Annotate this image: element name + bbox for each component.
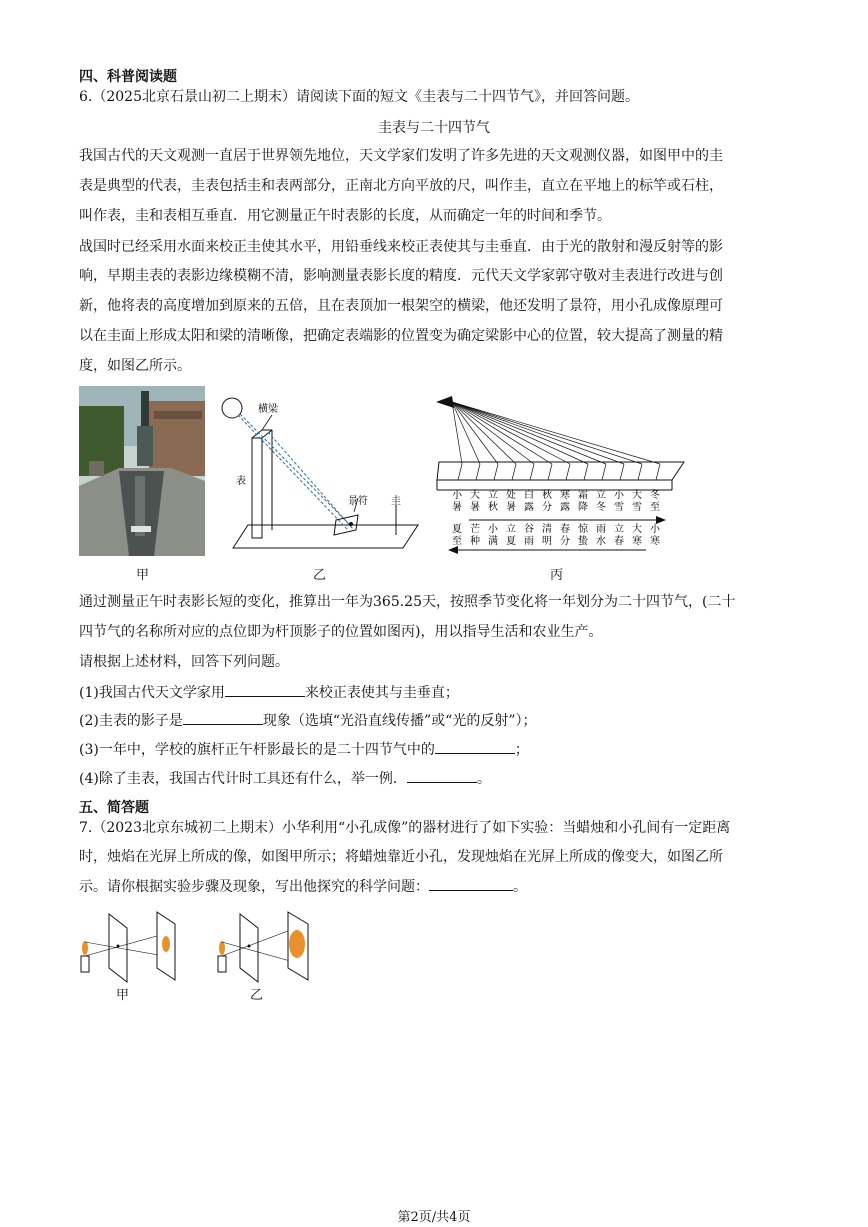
solar-term-char: 秋 — [542, 490, 552, 501]
jingfu-label: 景符 — [348, 496, 368, 507]
fig-bing-caption: 丙 — [550, 568, 564, 583]
solar-term-char: 立 — [596, 490, 606, 501]
sub-question-2 — [79, 710, 791, 731]
solar-term-char: 小 — [452, 490, 462, 501]
q7-line: 时，烛焰在光屏上所成的像，如图甲所示；将蜡烛靠近小孔，发现烛焰在光屏上所成的像变大，如图乙所 — [79, 849, 723, 865]
term-tick — [584, 464, 588, 480]
section-heading-5: 五、简答题 — [79, 800, 149, 816]
sub4-text: (4)除了圭表，我国古代计时工具还有什么，举一例． — [79, 771, 407, 787]
sub-question-1 — [79, 682, 791, 703]
solar-term-char: 芒 — [470, 524, 480, 535]
fig-yi-caption: 乙 — [313, 568, 327, 583]
answer-blank[interactable] — [183, 710, 263, 725]
term-tick — [494, 464, 498, 480]
page-footer: 第2页/共4页 — [397, 1210, 471, 1225]
p2-line: 新，他将表的高度增加到原来的五倍，且在表顶加一根架空的横梁，他还发明了景符，用小孔成像原理可 — [79, 298, 723, 314]
solar-term-char: 惊 — [578, 524, 588, 535]
solar-term-char: 立 — [614, 524, 624, 535]
p3-line: 四节气的名称所对应的点位即为杆顶影子的位置如图丙)，用以指导生活和农业生产。 — [79, 624, 603, 640]
solar-term-char: 春 — [560, 524, 570, 535]
solar-term-char: 雨 — [524, 536, 534, 547]
solar-term-char: 寒 — [632, 536, 642, 547]
q6-intro: 6.（2025北京石景山初二上期末）请阅读下面的短文《圭表与二十四节气》，并回答问题。 — [79, 89, 639, 105]
fig-bing-diagram — [434, 392, 686, 558]
sub2-text: (2)圭表的影子是 — [79, 713, 183, 729]
solar-term-char: 夏 — [452, 524, 462, 535]
sub1-text: (1)我国古代天文学家用 — [79, 685, 225, 701]
shadow-ray — [452, 402, 570, 464]
shadow-ray — [452, 402, 624, 464]
solar-term-char: 水 — [596, 536, 606, 547]
solar-term-char: 夏 — [506, 536, 516, 547]
solar-term-char: 至 — [452, 536, 462, 547]
p1-line: 我国古代的天文观测一直居于世界领先地位，天文学家们发明了许多先进的天文观测仪器，如图甲中的圭 — [79, 148, 723, 164]
solar-term-char: 分 — [560, 536, 570, 547]
term-tick — [512, 464, 516, 480]
solar-term-char: 处 — [506, 490, 516, 501]
answer-blank[interactable] — [429, 876, 513, 891]
term-tick — [566, 464, 570, 480]
solar-term-char: 露 — [560, 502, 570, 513]
solar-term-char: 小 — [650, 524, 660, 535]
beam-label: 横梁 — [258, 404, 278, 415]
term-tick — [548, 464, 552, 480]
solar-term-char: 露 — [524, 502, 534, 513]
solar-term-char: 明 — [542, 536, 552, 547]
q7-line: 7.（2023北京东城初二上期末）小华利用“小孔成像”的器材进行了如下实验：当蜡烛和小孔间有一定距离 — [79, 820, 731, 836]
shadow-ray — [452, 402, 660, 464]
q7-fig-jia-caption: 甲 — [116, 988, 130, 1003]
solar-term-char: 雪 — [614, 502, 624, 513]
solar-term-char: 冬 — [596, 502, 606, 513]
solar-term-char: 雪 — [632, 502, 642, 513]
p1-line: 表是典型的代表，圭表包括圭和表两部分，正南北方向平放的尺，叫作圭，直立在平地上的标竿或石柱， — [79, 178, 723, 194]
solar-term-char: 雨 — [596, 524, 606, 535]
solar-term-char: 谷 — [524, 524, 534, 535]
solar-term-char: 小 — [614, 490, 624, 501]
q7-line-last — [79, 876, 791, 897]
solar-term-char: 秋 — [488, 502, 498, 513]
fig-yi-diagram — [218, 390, 428, 550]
sub-question-4 — [79, 768, 791, 789]
fig-jia-caption: 甲 — [136, 568, 150, 583]
q7-fig-yi — [216, 906, 320, 986]
shadow-ray — [452, 402, 534, 464]
section-heading-4: 四、科普阅读题 — [79, 69, 177, 85]
shadow-ray — [452, 402, 642, 464]
p2-line: 度，如图乙所示。 — [79, 358, 191, 374]
solar-term-char: 霜 — [578, 490, 588, 501]
fig-jia-photo — [79, 386, 205, 556]
solar-term-char: 分 — [542, 502, 552, 513]
shadow-ray — [452, 402, 588, 464]
solar-term-char: 清 — [542, 524, 552, 535]
q7-last-text: 示。请你根据实验步骤及现象，写出他探究的科学问题： — [79, 879, 429, 895]
p3-line: 通过测量正午时表影长短的变化，推算出一年为365.25天，按照季节变化将一年划分为二十四节气，(二十 — [79, 594, 736, 610]
q7-fig-jia — [79, 906, 183, 986]
solar-term-char: 春 — [614, 536, 624, 547]
prompt: 请根据上述材料，回答下列问题。 — [79, 654, 289, 670]
p2-line: 战国时已经采用水面来校正圭使其水平，用铅垂线来校正表使其与圭垂直．由于光的散射和漫反射等的影 — [79, 239, 723, 255]
term-tick — [530, 464, 534, 480]
term-tick — [476, 464, 480, 480]
article-title: 圭表与二十四节气 — [378, 120, 490, 136]
sub-question-3 — [79, 739, 791, 760]
solar-term-char: 至 — [650, 502, 660, 513]
solar-term-char: 种 — [470, 536, 480, 547]
sub3-text: (3)一年中，学校的旗杆正午杆影最长的是二十四节气中的 — [79, 742, 435, 758]
gui-label: 圭 — [391, 496, 401, 507]
p2-line: 响，早期圭表的表影边缘模糊不清，影响测量表影长度的精度．元代天文学家郭守敬对圭表进行改进与创 — [79, 268, 723, 284]
answer-blank[interactable] — [407, 768, 477, 783]
solar-term-char: 蛰 — [578, 536, 588, 547]
solar-term-char: 暑 — [506, 502, 516, 513]
solar-term-char: 白 — [524, 490, 534, 501]
solar-term-char: 立 — [488, 490, 498, 501]
solar-term-char: 满 — [488, 536, 498, 547]
p2-line: 以在圭面上形成太阳和梁的清晰像，把确定表端影的位置变为确定梁影中心的位置，较大提高了测量的精 — [79, 328, 723, 344]
p1-line: 叫作表，圭和表相互垂直．用它测量正午时表影的长度，从而确定一年的时间和季节。 — [79, 208, 611, 224]
sub4-text-after: 。 — [476, 771, 491, 787]
term-tick — [602, 464, 606, 480]
solar-term-char: 冬 — [650, 490, 660, 501]
solar-term-char: 暑 — [470, 502, 480, 513]
sub3-text-after: ； — [514, 742, 529, 758]
solar-term-char: 大 — [470, 490, 480, 501]
term-tick — [458, 464, 462, 480]
solar-term-char: 大 — [632, 524, 642, 535]
solar-term-char: 降 — [578, 502, 588, 513]
solar-term-char: 寒 — [560, 490, 570, 501]
solar-term-char: 寒 — [650, 536, 660, 547]
q7-fig-yi-caption: 乙 — [250, 988, 264, 1003]
term-tick — [656, 464, 660, 480]
answer-blank[interactable] — [435, 739, 515, 754]
answer-blank[interactable] — [225, 682, 305, 697]
term-tick — [638, 464, 642, 480]
shadow-ray — [452, 402, 462, 464]
biao-label: 表 — [236, 476, 246, 487]
solar-term-char: 立 — [506, 524, 516, 535]
solar-term-char: 大 — [632, 490, 642, 501]
sub1-text-after: 来校正表使其与圭垂直； — [304, 685, 459, 701]
solar-term-char: 小 — [488, 524, 498, 535]
term-tick — [620, 464, 624, 480]
solar-term-char: 暑 — [452, 502, 462, 513]
q7-last-after: 。 — [513, 879, 527, 895]
sub2-text-after: 现象（选填“光沿直线传播”或“光的反射”）； — [262, 713, 537, 729]
